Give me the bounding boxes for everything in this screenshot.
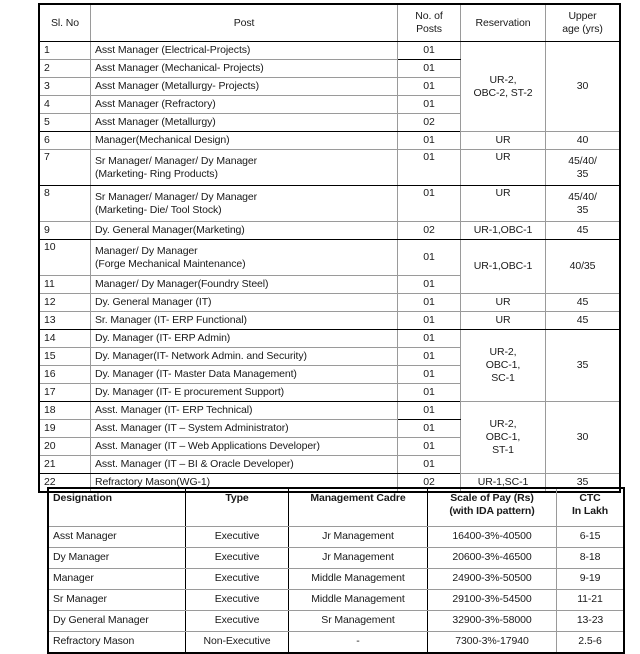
cell-reservation: UR bbox=[461, 186, 546, 222]
cell-upper-age: 45 bbox=[546, 312, 621, 330]
cell-upper-age: 35 bbox=[546, 474, 621, 493]
cell-sl-no: 21 bbox=[39, 456, 91, 474]
reservation-line2: OBC-2, ST-2 bbox=[473, 86, 533, 99]
cell-reservation: UR-1,SC-1 bbox=[461, 474, 546, 493]
header-reservation: Reservation bbox=[461, 4, 546, 42]
cell-sl-no: 17 bbox=[39, 384, 91, 402]
table-row bbox=[48, 590, 624, 611]
cell-no-of-posts: 01 bbox=[398, 384, 461, 402]
cell-post-line2: (Marketing- Die/ Tool Stock) bbox=[95, 203, 222, 216]
cell-management-cadre: Jr Management bbox=[289, 548, 428, 569]
header-sl-no: Sl. No bbox=[39, 4, 91, 42]
table-row bbox=[39, 402, 620, 420]
header-type: Type bbox=[186, 488, 289, 527]
cell-upper-age-group: 30 bbox=[546, 42, 621, 132]
cell-no-of-posts: 01 bbox=[398, 294, 461, 312]
cell-management-cadre: Sr Management bbox=[289, 611, 428, 632]
cell-upper-age: 45 bbox=[546, 294, 621, 312]
vacancy-details-table bbox=[38, 3, 621, 493]
cell-post: Asst Manager (Metallurgy- Projects) bbox=[91, 78, 398, 96]
cell-designation: Asst Manager bbox=[48, 527, 186, 548]
cell-no-of-posts: 01 bbox=[398, 348, 461, 366]
cell-no-of-posts: 01 bbox=[398, 330, 461, 348]
cell-scale-of-pay: 29100-3%-54500 bbox=[428, 590, 557, 611]
reservation-line1: UR-2, bbox=[489, 73, 517, 86]
table-row bbox=[39, 42, 620, 60]
cell-upper-age bbox=[546, 150, 621, 186]
cell-post: Asst. Manager (IT – Web Applications Developer) bbox=[91, 438, 398, 456]
cell-designation: Refractory Mason bbox=[48, 632, 186, 654]
cell-upper-age: 40 bbox=[546, 132, 621, 150]
cell-post: Asst. Manager (IT – BI & Oracle Developer) bbox=[91, 456, 398, 474]
cell-post: Asst. Manager (IT- ERP Technical) bbox=[91, 402, 398, 420]
header-post: Post bbox=[91, 4, 398, 42]
header-no-of-posts bbox=[398, 4, 461, 42]
cell-upper-age-group: 35 bbox=[546, 330, 621, 402]
cell-designation: Manager bbox=[48, 569, 186, 590]
cell-upper-age-group: 30 bbox=[546, 402, 621, 474]
cell-management-cadre: Jr Management bbox=[289, 527, 428, 548]
cell-post: Dy. General Manager(Marketing) bbox=[91, 222, 398, 240]
cell-management-cadre: Middle Management bbox=[289, 569, 428, 590]
cell-sl-no: 9 bbox=[39, 222, 91, 240]
cell-reservation-group: UR-1,OBC-1 bbox=[461, 240, 546, 294]
cell-ctc: 11-21 bbox=[557, 590, 625, 611]
cell-management-cadre: Middle Management bbox=[289, 590, 428, 611]
cell-scale-of-pay: 7300-3%-17940 bbox=[428, 632, 557, 654]
cell-sl-no: 1 bbox=[39, 42, 91, 60]
cell-sl-no: 11 bbox=[39, 276, 91, 294]
reservation-line1: UR-2, bbox=[489, 346, 517, 359]
reservation-line2: OBC-1, bbox=[485, 431, 521, 444]
table-row bbox=[39, 132, 620, 150]
cell-no-of-posts: 02 bbox=[398, 474, 461, 493]
vacancy-table-header bbox=[39, 4, 620, 42]
header-ctc bbox=[557, 488, 625, 527]
cell-sl-no: 4 bbox=[39, 96, 91, 114]
header-no-of-posts-line2: Posts bbox=[416, 23, 442, 35]
header-management-cadre: Management Cadre bbox=[289, 488, 428, 527]
table-row bbox=[39, 312, 620, 330]
table-row bbox=[39, 222, 620, 240]
header-upper-age-line2: age (yrs) bbox=[562, 23, 603, 35]
table-header-row bbox=[48, 488, 624, 527]
cell-post: Asst Manager (Refractory) bbox=[91, 96, 398, 114]
cell-reservation-group bbox=[461, 42, 546, 132]
cell-no-of-posts: 01 bbox=[398, 132, 461, 150]
cell-post-line2: (Forge Mechanical Maintenance) bbox=[95, 257, 246, 270]
table-row bbox=[39, 240, 620, 276]
cell-no-of-posts: 01 bbox=[398, 312, 461, 330]
cell-sl-no: 3 bbox=[39, 78, 91, 96]
cell-ctc: 9-19 bbox=[557, 569, 625, 590]
cell-post: Dy. Manager (IT- E procurement Support) bbox=[91, 384, 398, 402]
cell-post bbox=[91, 240, 398, 276]
cell-reservation: UR bbox=[461, 150, 546, 186]
cell-upper-age: 45 bbox=[546, 222, 621, 240]
header-upper-age bbox=[546, 4, 621, 42]
reservation-line3: ST-1 bbox=[492, 443, 514, 456]
cell-post-line1: Manager/ Dy Manager bbox=[95, 244, 198, 257]
cell-post: Dy. Manager (IT- Master Data Management) bbox=[91, 366, 398, 384]
cell-upper-age-line1: 45/40/ bbox=[568, 190, 597, 203]
cell-sl-no: 10 bbox=[39, 240, 91, 276]
cell-upper-age-line2: 35 bbox=[576, 203, 589, 216]
cell-no-of-posts: 01 bbox=[398, 96, 461, 114]
cell-type: Non-Executive bbox=[186, 632, 289, 654]
header-scale-of-pay bbox=[428, 488, 557, 527]
cell-post-line2: (Marketing- Ring Products) bbox=[95, 167, 218, 180]
table-row bbox=[39, 294, 620, 312]
cell-post: Asst Manager (Mechanical- Projects) bbox=[91, 60, 398, 78]
cell-ctc: 2.5-6 bbox=[557, 632, 625, 654]
payscale-table-header bbox=[48, 488, 624, 527]
reservation-line1: UR-2, bbox=[489, 418, 517, 431]
cell-ctc: 13-23 bbox=[557, 611, 625, 632]
header-scale-line2: (with IDA pattern) bbox=[449, 505, 535, 518]
cell-sl-no: 18 bbox=[39, 402, 91, 420]
payscale-table-body bbox=[48, 527, 624, 654]
cell-designation: Sr Manager bbox=[48, 590, 186, 611]
cell-reservation: UR-1,OBC-1 bbox=[461, 222, 546, 240]
cell-sl-no: 16 bbox=[39, 366, 91, 384]
cell-upper-age-line2: 35 bbox=[576, 167, 589, 180]
cell-upper-age bbox=[546, 186, 621, 222]
cell-no-of-posts: 01 bbox=[398, 42, 461, 60]
cell-no-of-posts: 01 bbox=[398, 186, 461, 222]
vacancy-table-body bbox=[39, 42, 620, 493]
cell-no-of-posts: 01 bbox=[398, 150, 461, 186]
header-scale-line1: Scale of Pay (Rs) bbox=[450, 492, 534, 504]
cell-no-of-posts: 01 bbox=[398, 78, 461, 96]
cell-type: Executive bbox=[186, 569, 289, 590]
cell-no-of-posts: 01 bbox=[398, 438, 461, 456]
header-designation: Designation bbox=[48, 488, 186, 527]
cell-upper-age-group: 40/35 bbox=[546, 240, 621, 294]
cell-sl-no: 7 bbox=[39, 150, 91, 186]
cell-sl-no: 6 bbox=[39, 132, 91, 150]
cell-post: Dy. Manager (IT- ERP Admin) bbox=[91, 330, 398, 348]
cell-designation: Dy General Manager bbox=[48, 611, 186, 632]
header-ctc-line1: CTC bbox=[579, 492, 601, 504]
cell-post: Asst Manager (Electrical-Projects) bbox=[91, 42, 398, 60]
pay-scale-table bbox=[47, 487, 625, 654]
table-row bbox=[39, 150, 620, 186]
table-row bbox=[48, 569, 624, 590]
cell-sl-no: 15 bbox=[39, 348, 91, 366]
table-row bbox=[48, 527, 624, 548]
reservation-line3: SC-1 bbox=[491, 371, 515, 384]
cell-no-of-posts: 01 bbox=[398, 60, 461, 78]
table-row bbox=[39, 330, 620, 348]
cell-post: Dy. General Manager (IT) bbox=[91, 294, 398, 312]
table-row bbox=[48, 548, 624, 569]
cell-no-of-posts: 02 bbox=[398, 114, 461, 132]
cell-sl-no: 13 bbox=[39, 312, 91, 330]
header-no-of-posts-line1: No. of bbox=[415, 10, 443, 23]
header-upper-age-line1: Upper bbox=[568, 10, 597, 23]
cell-scale-of-pay: 32900-3%-58000 bbox=[428, 611, 557, 632]
cell-sl-no: 20 bbox=[39, 438, 91, 456]
cell-post: Sr. Manager (IT- ERP Functional) bbox=[91, 312, 398, 330]
cell-sl-no: 8 bbox=[39, 186, 91, 222]
cell-ctc: 8-18 bbox=[557, 548, 625, 569]
cell-sl-no: 2 bbox=[39, 60, 91, 78]
cell-upper-age-line1: 45/40/ bbox=[568, 154, 597, 167]
cell-designation: Dy Manager bbox=[48, 548, 186, 569]
cell-no-of-posts: 01 bbox=[398, 276, 461, 294]
cell-ctc: 6-15 bbox=[557, 527, 625, 548]
cell-sl-no: 22 bbox=[39, 474, 91, 493]
cell-management-cadre: - bbox=[289, 632, 428, 654]
header-ctc-line2: In Lakh bbox=[571, 505, 609, 518]
cell-reservation-group bbox=[461, 330, 546, 402]
reservation-line2: OBC-1, bbox=[485, 359, 521, 372]
cell-type: Executive bbox=[186, 527, 289, 548]
cell-no-of-posts: 01 bbox=[398, 420, 461, 438]
cell-post bbox=[91, 150, 398, 186]
cell-sl-no: 19 bbox=[39, 420, 91, 438]
cell-no-of-posts: 01 bbox=[398, 240, 461, 276]
cell-post: Asst. Manager (IT – System Administrator) bbox=[91, 420, 398, 438]
cell-post: Refractory Mason(WG-1) bbox=[91, 474, 398, 493]
cell-post: Asst Manager (Metallurgy) bbox=[91, 114, 398, 132]
cell-no-of-posts: 01 bbox=[398, 402, 461, 420]
cell-type: Executive bbox=[186, 611, 289, 632]
cell-reservation: UR bbox=[461, 312, 546, 330]
cell-no-of-posts: 01 bbox=[398, 456, 461, 474]
cell-sl-no: 14 bbox=[39, 330, 91, 348]
cell-post bbox=[91, 186, 398, 222]
cell-post-line1: Sr Manager/ Manager/ Dy Manager bbox=[95, 154, 258, 167]
cell-post: Manager/ Dy Manager(Foundry Steel) bbox=[91, 276, 398, 294]
table-row bbox=[48, 611, 624, 632]
cell-no-of-posts: 01 bbox=[398, 366, 461, 384]
table-row bbox=[48, 632, 624, 654]
cell-reservation: UR bbox=[461, 132, 546, 150]
cell-post: Dy. Manager(IT- Network Admin. and Security) bbox=[91, 348, 398, 366]
cell-scale-of-pay: 20600-3%-46500 bbox=[428, 548, 557, 569]
cell-sl-no: 5 bbox=[39, 114, 91, 132]
cell-post-line1: Sr Manager/ Manager/ Dy Manager bbox=[95, 190, 258, 203]
cell-type: Executive bbox=[186, 590, 289, 611]
cell-scale-of-pay: 24900-3%-50500 bbox=[428, 569, 557, 590]
cell-no-of-posts: 02 bbox=[398, 222, 461, 240]
table-header-row bbox=[39, 4, 620, 42]
cell-sl-no: 12 bbox=[39, 294, 91, 312]
table-row bbox=[39, 186, 620, 222]
cell-reservation-group bbox=[461, 402, 546, 474]
cell-scale-of-pay: 16400-3%-40500 bbox=[428, 527, 557, 548]
cell-post: Manager(Mechanical Design) bbox=[91, 132, 398, 150]
cell-reservation: UR bbox=[461, 294, 546, 312]
cell-type: Executive bbox=[186, 548, 289, 569]
